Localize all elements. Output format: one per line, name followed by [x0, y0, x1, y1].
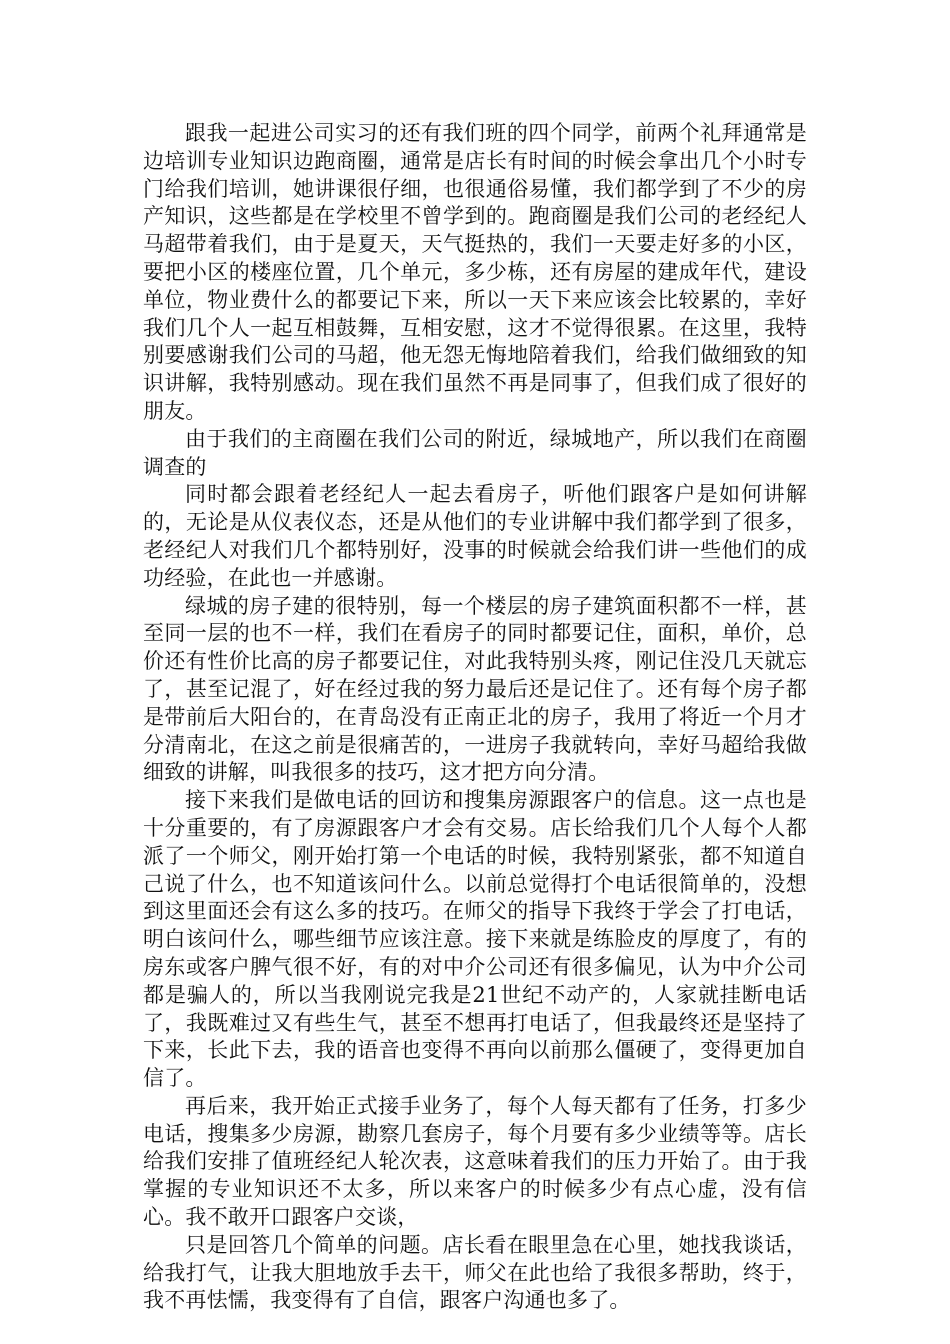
- paragraph: 跟我一起进公司实习的还有我们班的四个同学，前两个礼拜通常是边培训专业知识边跑商圈，通常是店长有时间的时候会拿出几个小时专门给我们培训，她讲课很仔细，也很通俗易懂，我们都学到了不少的房产知识，这些都是在学校里不曾学到的。跑商圈是我们公司的老经纪人马超带着我们，由于是夏天，天气挺热的，我们一天要走好多的小区，要把小区的楼座位置，几个单元，多少栋，还有房屋的建成年代，建设单位，物业费什么的都要记下来，所以一天下来应该会比较累的，幸好我们几个人一起互相鼓舞，互相安慰，这才不觉得很累。在这里，我特别要感谢我们公司的马超，他无怨无悔地陪着我们，给我们做细致的知识讲解，我特别感动。现在我们虽然不再是同事了，但我们成了很好的朋友。: [143, 121, 807, 423]
- paragraph: 只是回答几个简单的问题。店长看在眼里急在心里，她找我谈话，给我打气，让我大胆地放手去干，师父在此也给了我很多帮助，终于，我不再怯懦，我变得有了自信，跟客户沟通也多了。: [143, 1232, 807, 1313]
- document-body: [143, 120, 807, 1315]
- paragraph: 同时都会跟着老经纪人一起去看房子，听他们跟客户是如何讲解的，无论是从仪表仪态，还是从他们的专业讲解中我们都学到了很多，老经纪人对我们几个都特别好，没事的时候就会给我们讲一些他们的成功经验，在此也一并感谢。: [143, 482, 807, 590]
- paragraph: 再后来，我开始正式接手业务了，每个人每天都有了任务，打多少电话，搜集多少房源，勘察几套房子，每个月要有多少业绩等等。店长给我们安排了值班经纪人轮次表，这意味着我们的压力开始了。由于我掌握的专业知识还不太多，所以来客户的时候多少有点心虚，没有信心。我不敢开口跟客户交谈，: [143, 1093, 807, 1230]
- paragraph: 接下来我们是做电话的回访和搜集房源跟客户的信息。这一点也是十分重要的，有了房源跟客户才会有交易。店长给我们几个人每个人都派了一个师父，刚开始打第一个电话的时候，我特别紧张，都不知道自己说了什么，也不知道该问什么。以前总觉得打个电话很简单的，没想到这里面还会有这么多的技巧。在师父的指导下我终于学会了打电话，明白该问什么，哪些细节应该注意。接下来就是练脸皮的厚度了，有的房东或客户脾气很不好，有的对中介公司还有很多偏见，认为中介公司都是骗人的，所以当我刚说完我是21世纪不动产的，人家就挂断电话了，我既难过又有些生气，甚至不想再打电话了，但我最终还是坚持了下来，长此下去，我的语音也变得不再向以前那么僵硬了，变得更加自信了。: [143, 788, 807, 1091]
- paragraph: 绿城的房子建的很特别，每一个楼层的房子建筑面积都不一样，甚至同一层的也不一样，我们在看房子的同时都要记住，面积，单价，总价还有性价比高的房子都要记住，对此我特别头疼，刚记住没几天就忘了，甚至记混了，好在经过我的努力最后还是记住了。还有每个房子都是带前后大阳台的，在青岛没有正南正北的房子，我用了将近一个月才分清南北，在这之前是很痛苦的，一进房子我就转向，幸好马超给我做细致的讲解，叫我很多的技巧，这才把方向分清。: [143, 593, 807, 785]
- paragraph: 由于我们的主商圈在我们公司的附近，绿城地产，所以我们在商圈调查的: [143, 426, 807, 479]
